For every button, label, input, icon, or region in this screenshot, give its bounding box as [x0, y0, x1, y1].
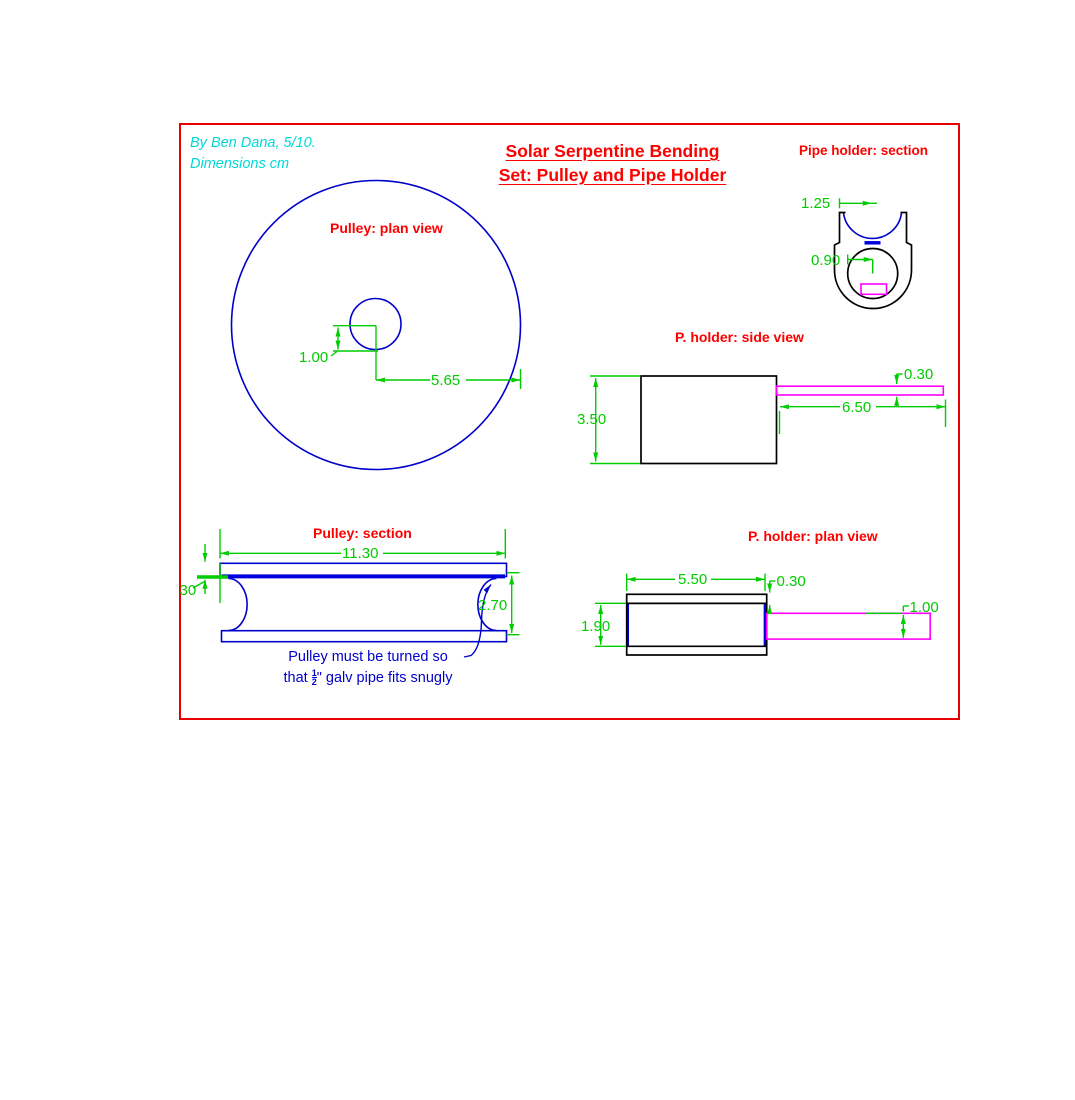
sheet-title-line1: Solar Serpentine Bending	[505, 141, 720, 161]
dim-label-section-width: 11.30	[342, 545, 379, 562]
byline-line2: Dimensions cm	[190, 156, 290, 172]
dim-label-side-height: 3.50	[577, 411, 607, 428]
view-title-holder-plan: P. holder: plan view	[748, 527, 878, 544]
dim-label-plan-body-width: 1.90	[581, 618, 611, 635]
section-key-rect	[861, 284, 887, 294]
dim-label-outer-radius: 5.65	[431, 372, 461, 389]
sheet-title	[440, 139, 785, 187]
dim-label-hole-radius: 1.00	[299, 348, 329, 366]
pulley-note	[252, 647, 484, 689]
pulley-note-line2: that $\frac{1}{2}$ " galv pipe fits snugly	[283, 668, 453, 687]
dim-label-side-tab-length: 6.50	[842, 398, 872, 416]
dim-label-groove-depth: 2.70	[478, 596, 508, 614]
dim-label-plan-wall: 0.30	[776, 572, 806, 590]
holder-side-body	[641, 376, 777, 464]
view-title-pulley-section: Pulley: section	[313, 524, 412, 541]
sheet-title-line2: Set: Pulley and Pipe Holder	[498, 165, 727, 185]
plan-tab	[767, 613, 931, 639]
half-inch-fraction: $\frac{1}{2}$	[311, 668, 317, 687]
dim-label-side-tab-thickness: 0.30	[904, 366, 934, 383]
dim-label-bore-radius: 0.90	[811, 252, 841, 269]
dim-label-flange-thickness: 30	[179, 581, 197, 599]
groove-left-arc	[229, 579, 248, 631]
pulley-note-line1: Pulley must be turned so	[288, 649, 448, 665]
view-title-pipe-holder-section: Pipe holder: section	[799, 142, 929, 158]
dim-label-cradle-radius: 1.25	[801, 195, 831, 212]
byline-line1: By Ben Dana, 5/10.	[190, 135, 316, 151]
cradle-arc	[844, 213, 902, 238]
view-title-pulley-plan: Pulley: plan view	[330, 219, 443, 236]
view-title-holder-side: P. holder: side view	[675, 328, 804, 345]
dim-label-plan-tab-width: 1.00	[909, 599, 939, 616]
dim-label-plan-body-length: 5.50	[678, 571, 708, 588]
byline	[190, 133, 316, 175]
pulley-bottom-flange	[222, 631, 507, 642]
side-tab	[777, 386, 944, 395]
